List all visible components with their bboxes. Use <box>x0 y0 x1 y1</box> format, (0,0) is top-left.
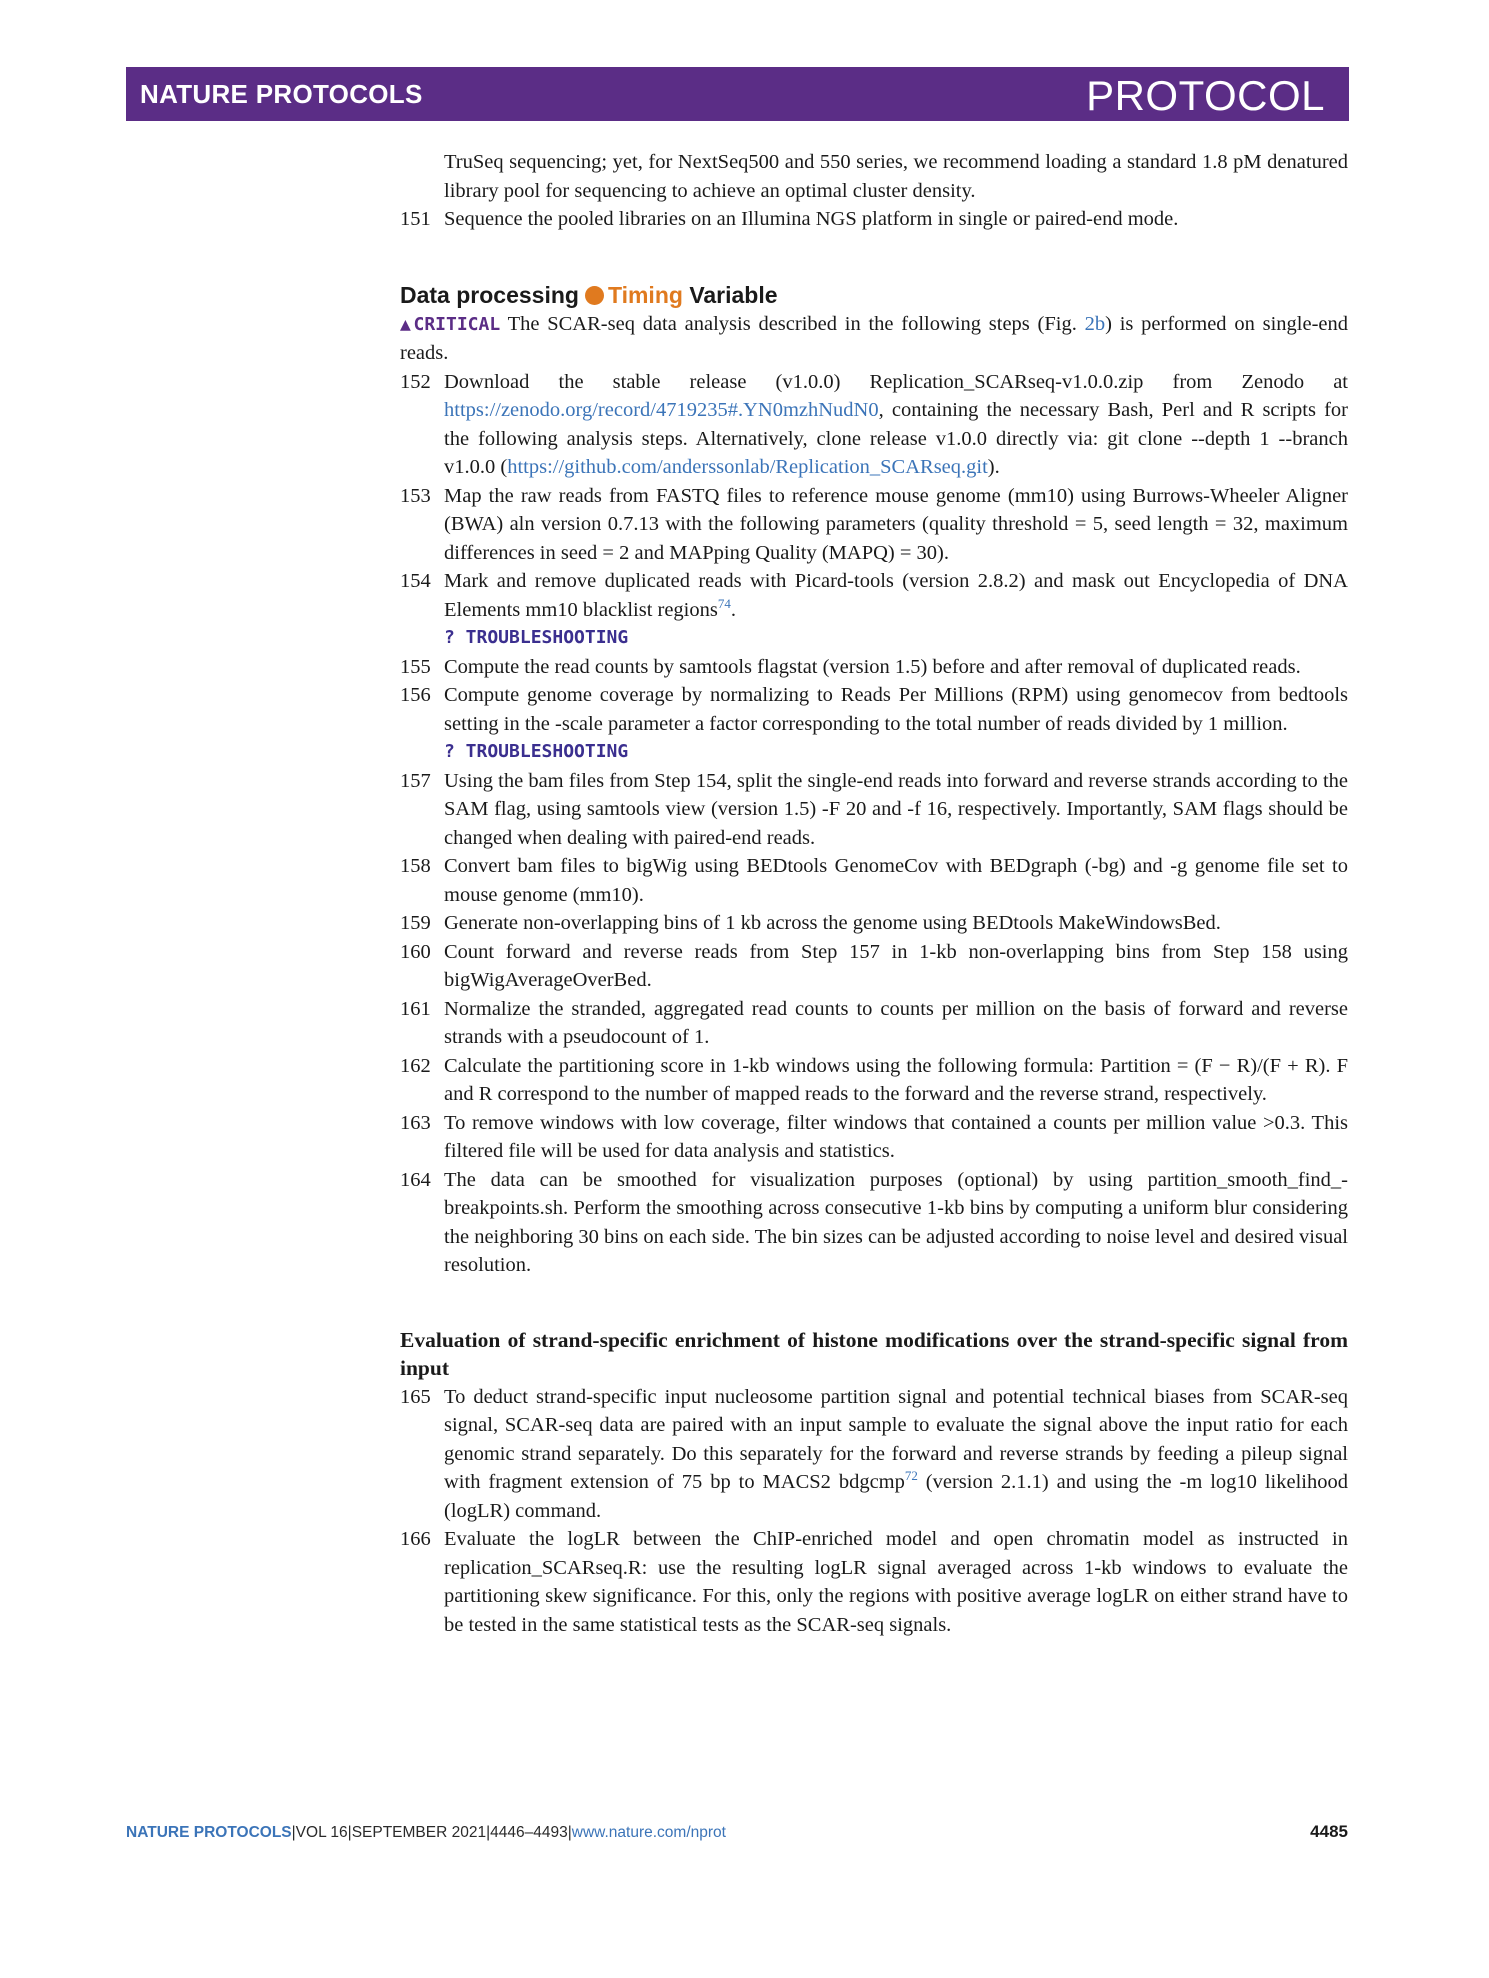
footer-citation: NATURE PROTOCOLS|VOL 16|SEPTEMBER 2021|4446–4493|www.nature.com/nprot <box>126 1824 726 1841</box>
step-156: 156 Compute genome coverage by normalizing to Reads Per Millions (RPM) using genomecov from bedtools setting in the -scale parameter a factor corresponding to the total number of reads divided by 1 million. <box>400 684 1348 735</box>
footer-journal: NATURE PROTOCOLS <box>126 1824 292 1841</box>
zenodo-link[interactable]: https://zenodo.org/record/4719235#.YN0mzhNudN0 <box>444 399 879 421</box>
step-162: 162 Calculate the partitioning score in 1-kb windows using the following formula: Partition = (F − R)/(F + R). F and R correspond to the number of mapped reads to the forward and the reverse strand, respectively. <box>400 1054 1348 1105</box>
figure-link[interactable]: 2b <box>1084 312 1106 335</box>
step-164: 164 The data can be smoothed for visualization purposes (optional) by using partition_smooth_find_-breakpoints.sh. Perform the smoothing across consecutive 1-kb bins by computing a uniform blur considering the neighboring 30 bins on each side. The bin sizes can be adjusted according to noise level and desired visual resolution. <box>400 1168 1348 1276</box>
step-159: 159 Generate non-overlapping bins of 1 kb across the genome using BEDtools MakeWindowsBed. <box>400 912 1221 934</box>
section-heading-evaluation: Evaluation of strand-specific enrichment of histone modifications over the strand-specific signal from input <box>400 1327 1348 1380</box>
step-165: 165 To deduct strand-specific input nucleosome partition signal and potential technical biases from SCAR-seq signal, SCAR-seq data are paired with an input sample to evaluate the signal above the input ratio for each genomic strand separately. Do this separately for the forward and reverse strands by feeding a pileup signal with fragment extension of 75 bp to MACS2 bdgcmp$^{72}$ (version 2.1.1) and using the -m log10 likelihood (logLR) command. <box>400 1385 1348 1522</box>
troubleshooting-link[interactable]: ? TROUBLESHOOTING <box>444 627 629 648</box>
header-bar <box>126 67 1349 121</box>
article-type: PROTOCOL <box>1086 72 1325 119</box>
timing-label: Timing <box>607 281 683 308</box>
critical-note: ▲CRITICAL The SCAR-seq data analysis described in the following steps (Fig. 2b) is performed on single-end reads. <box>400 312 1348 364</box>
timing-value: Variable <box>689 281 778 308</box>
step-166: 166 Evaluate the logLR between the ChIP-enriched model and open chromatin model as instructed in replication_SCARseq.R: use the resulting logLR signal averaged across 1-kb windows to evaluate the partitioning skew significance. For this, only the regions with positive average logLR on either strand have to be tested in the same statistical tests as the SCAR-seq signals. <box>400 1528 1348 1636</box>
page-number: 4485 <box>1310 1822 1348 1841</box>
footer-pages: 4446–4493 <box>490 1824 568 1841</box>
step-158: 158 Convert bam files to bigWig using BEDtools GenomeCov with BEDgraph (-bg) and -g genome file set to mouse genome (mm10). <box>400 855 1348 906</box>
step-text: Sequence the pooled libraries on an Illumina NGS platform in single or paired-end mode. <box>444 208 1179 230</box>
step-155: 155 Compute the read counts by samtools flagstat (version 1.5) before and after removal of duplicated reads. <box>400 655 1301 678</box>
reference-72[interactable]: 72 <box>904 1468 918 1484</box>
step-157: 157 Using the bam files from Step 154, split the single-end reads into forward and reverse strands according to the SAM flag, using samtools view (version 1.5) -F 20 and -f 16, respectively. Importantly, SAM flags should be changed when dealing with paired-end reads. <box>400 769 1348 849</box>
step-160: 160 Count forward and reverse reads from Step 157 in 1-kb non-overlapping bins from Step 158 using bigWigAverageOverBed. <box>400 940 1348 991</box>
main-content <box>400 148 1348 1639</box>
reference-74[interactable]: 74 <box>717 595 731 611</box>
timing-dot-icon <box>585 286 604 305</box>
step-153: 153 Map the raw reads from FASTQ files to reference mouse genome (mm10) using Burrows-Wheeler Aligner (BWA) aln version 0.7.13 with the following parameters (quality threshold = 5, seed length = 32, maximum differences in seed = 2 and MAPping Quality (MAPQ) = 30). <box>400 484 1348 564</box>
section-heading-data-processing: Data processing Timing Variable <box>400 281 778 308</box>
troubleshooting-link[interactable]: ? TROUBLESHOOTING <box>444 741 629 762</box>
footer-url-link[interactable]: www.nature.com/nprot <box>571 1824 726 1841</box>
critical-label: ▲CRITICAL <box>400 313 501 335</box>
footer-date: SEPTEMBER 2021 <box>351 1824 487 1841</box>
step-152: 152 Download the stable release (v1.0.0) Replication_SCARseq-v1.0.0.zip from Zenodo at https://zenodo.org/record/4719235#.YN0mzhNudN0, containing the necessary Bash, Perl and R scripts for the following analysis steps. Alternatively, clone release v1.0.0 directly via: git clone --depth 1 --branch v1.0.0 (https://github.com/anderssonlab/Replication_SCARseq.git). <box>400 370 1348 478</box>
github-link[interactable]: https://github.com/anderssonlab/Replication_SCARseq.git <box>507 456 988 478</box>
journal-name: NATURE PROTOCOLS <box>140 79 423 109</box>
step-154: 154 Mark and remove duplicated reads with Picard-tools (version 2.8.2) and mask out Encyclopedia of DNA Elements mm10 blacklist regions$^{74}$. <box>400 570 1348 621</box>
step-150-continuation: TruSeq sequencing; yet, for NextSeq500 and 550 series, we recommend loading a standard 1.8 pM denatured library pool for sequencing to achieve an optimal cluster density. <box>444 151 1348 202</box>
footer-volume: VOL 16 <box>295 1824 348 1841</box>
step-number: 151 <box>400 208 431 230</box>
step-151 <box>400 205 1348 234</box>
step-163: 163 To remove windows with low coverage, filter windows that contained a counts per million value >0.3. This filtered file will be used for data analysis and statistics. <box>400 1111 1348 1162</box>
step-161: 161 Normalize the stranded, aggregated read counts to counts per million on the basis of forward and reverse strands with a pseudocount of 1. <box>400 997 1348 1048</box>
